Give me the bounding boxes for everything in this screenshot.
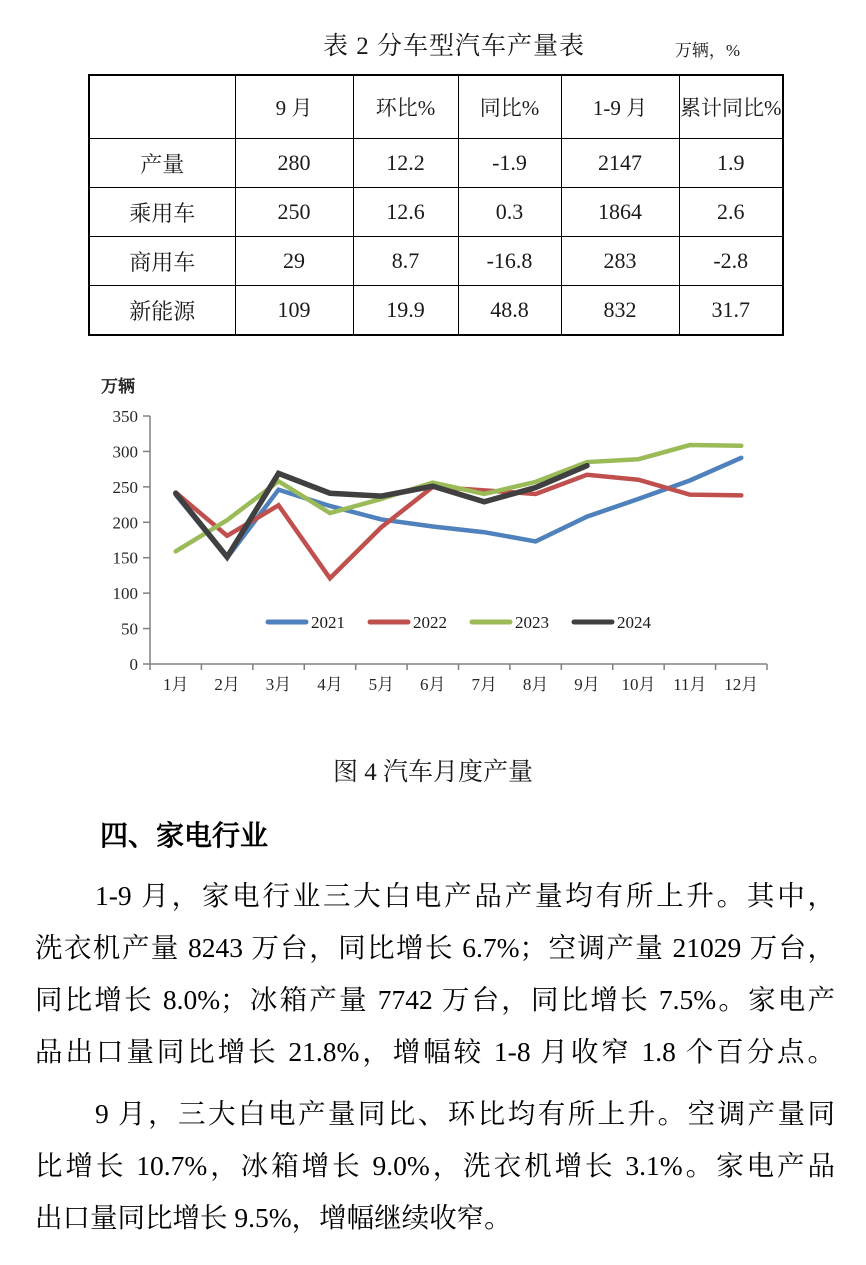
chart-y-axis-unit-label: 万辆 — [101, 377, 135, 396]
x-axis-tick-label: 2月 — [214, 675, 240, 694]
legend-label-2021: 2021 — [311, 613, 345, 632]
text-line: 9 月，三大白电产量同比、环比均有所上升。空调产量同 — [95, 1098, 835, 1129]
column-header: 同比% — [458, 75, 561, 139]
table-title-row — [0, 26, 866, 64]
y-axis-tick-label: 250 — [112, 477, 138, 497]
legend-label-2022: 2022 — [413, 613, 447, 632]
table-unit-label: 万辆，% — [674, 41, 740, 60]
column-header: 环比% — [353, 75, 458, 139]
table-cell: 0.3 — [458, 188, 561, 237]
x-axis-tick-label: 4月 — [317, 675, 343, 694]
table-row — [89, 188, 783, 237]
body-text — [35, 870, 835, 1244]
report-page — [0, 26, 866, 1265]
table-cell: 31.7 — [679, 286, 783, 336]
chart-caption: 图 4 汽车月度产量 — [332, 759, 533, 786]
text-line: 1-9 月，家电行业三大白电产品产量均有所上升。其中， — [95, 880, 835, 911]
table-cell: 2.6 — [679, 188, 783, 237]
x-axis-tick-label: 8月 — [522, 675, 549, 694]
text-line: 洗衣机产量 8243 万台，同比增长 6.7%；空调产量 21029 万台， — [35, 932, 835, 963]
table-cell: 48.8 — [458, 286, 561, 336]
table-row — [89, 286, 783, 336]
column-header — [89, 75, 235, 139]
table-cell: 1.9 — [679, 139, 783, 188]
text-line: 同比增长 8.0%；冰箱产量 7742 万台，同比增长 7.5%。家电产 — [35, 984, 835, 1015]
x-axis-tick-label: 11月 — [673, 675, 707, 694]
table-cell: -2.8 — [679, 237, 783, 286]
x-axis-tick-label: 10月 — [621, 675, 656, 694]
x-axis-tick-label: 5月 — [368, 675, 395, 694]
table-row — [89, 237, 783, 286]
column-header: 累计同比% — [679, 75, 783, 139]
column-header: 9 月 — [235, 75, 353, 139]
table-cell: 29 — [235, 237, 353, 286]
table-cell: 2147 — [561, 139, 679, 188]
monthly-output-chart-area — [95, 370, 785, 700]
table-cell: 1864 — [561, 188, 679, 237]
y-axis-tick-label: 150 — [112, 548, 138, 568]
paragraph — [35, 1088, 835, 1244]
table-header-row — [89, 75, 783, 139]
column-header: 1-9 月 — [561, 75, 679, 139]
y-axis-tick-label: 50 — [121, 619, 138, 639]
y-axis-tick-label: 300 — [112, 442, 138, 462]
table-body — [89, 139, 783, 336]
table-title: 表 2 分车型汽车产量表 — [322, 33, 585, 60]
table-cell: 109 — [235, 286, 353, 336]
table-cell: -16.8 — [458, 237, 561, 286]
section-heading: 四、家电行业 — [100, 820, 269, 851]
x-axis-tick-label: 12月 — [724, 675, 759, 694]
legend-label-2024: 2024 — [617, 613, 651, 632]
table-cell: -1.9 — [458, 139, 561, 188]
table-cell: 8.7 — [353, 237, 458, 286]
x-axis-tick-label: 6月 — [420, 675, 446, 694]
row-label: 产量 — [89, 139, 235, 188]
row-label: 乘用车 — [89, 188, 235, 237]
y-axis-tick-label: 0 — [129, 655, 138, 674]
table-cell: 283 — [561, 237, 679, 286]
row-label: 商用车 — [89, 237, 235, 286]
table-cell: 280 — [235, 139, 353, 188]
text-line: 出口量同比增长 9.5%，增幅继续收窄。 — [35, 1202, 512, 1233]
monthly-output-chart — [95, 370, 785, 700]
x-axis-tick-label: 9月 — [574, 675, 600, 694]
paragraph — [35, 870, 835, 1078]
y-axis-tick-label: 100 — [112, 584, 138, 604]
table-row — [89, 139, 783, 188]
text-line: 品出口量同比增长 21.8%，增幅较 1-8 月收窄 1.8 个百分点。 — [35, 1036, 835, 1067]
vehicle-production-table — [88, 74, 784, 336]
x-axis-tick-label: 7月 — [471, 675, 497, 694]
table-cell: 250 — [235, 188, 353, 237]
table-cell: 12.2 — [353, 139, 458, 188]
table-cell: 832 — [561, 286, 679, 336]
table-cell: 12.6 — [353, 188, 458, 237]
y-axis-tick-label: 200 — [112, 513, 138, 533]
y-axis-tick-label: 350 — [112, 407, 138, 426]
legend-label-2023: 2023 — [515, 613, 549, 632]
row-label: 新能源 — [89, 286, 235, 336]
x-axis-tick-label: 3月 — [265, 675, 292, 694]
x-axis-tick-label: 1月 — [162, 675, 189, 694]
text-line: 比增长 10.7%，冰箱增长 9.0%，洗衣机增长 3.1%。家电产品 — [35, 1150, 835, 1181]
table-cell: 19.9 — [353, 286, 458, 336]
